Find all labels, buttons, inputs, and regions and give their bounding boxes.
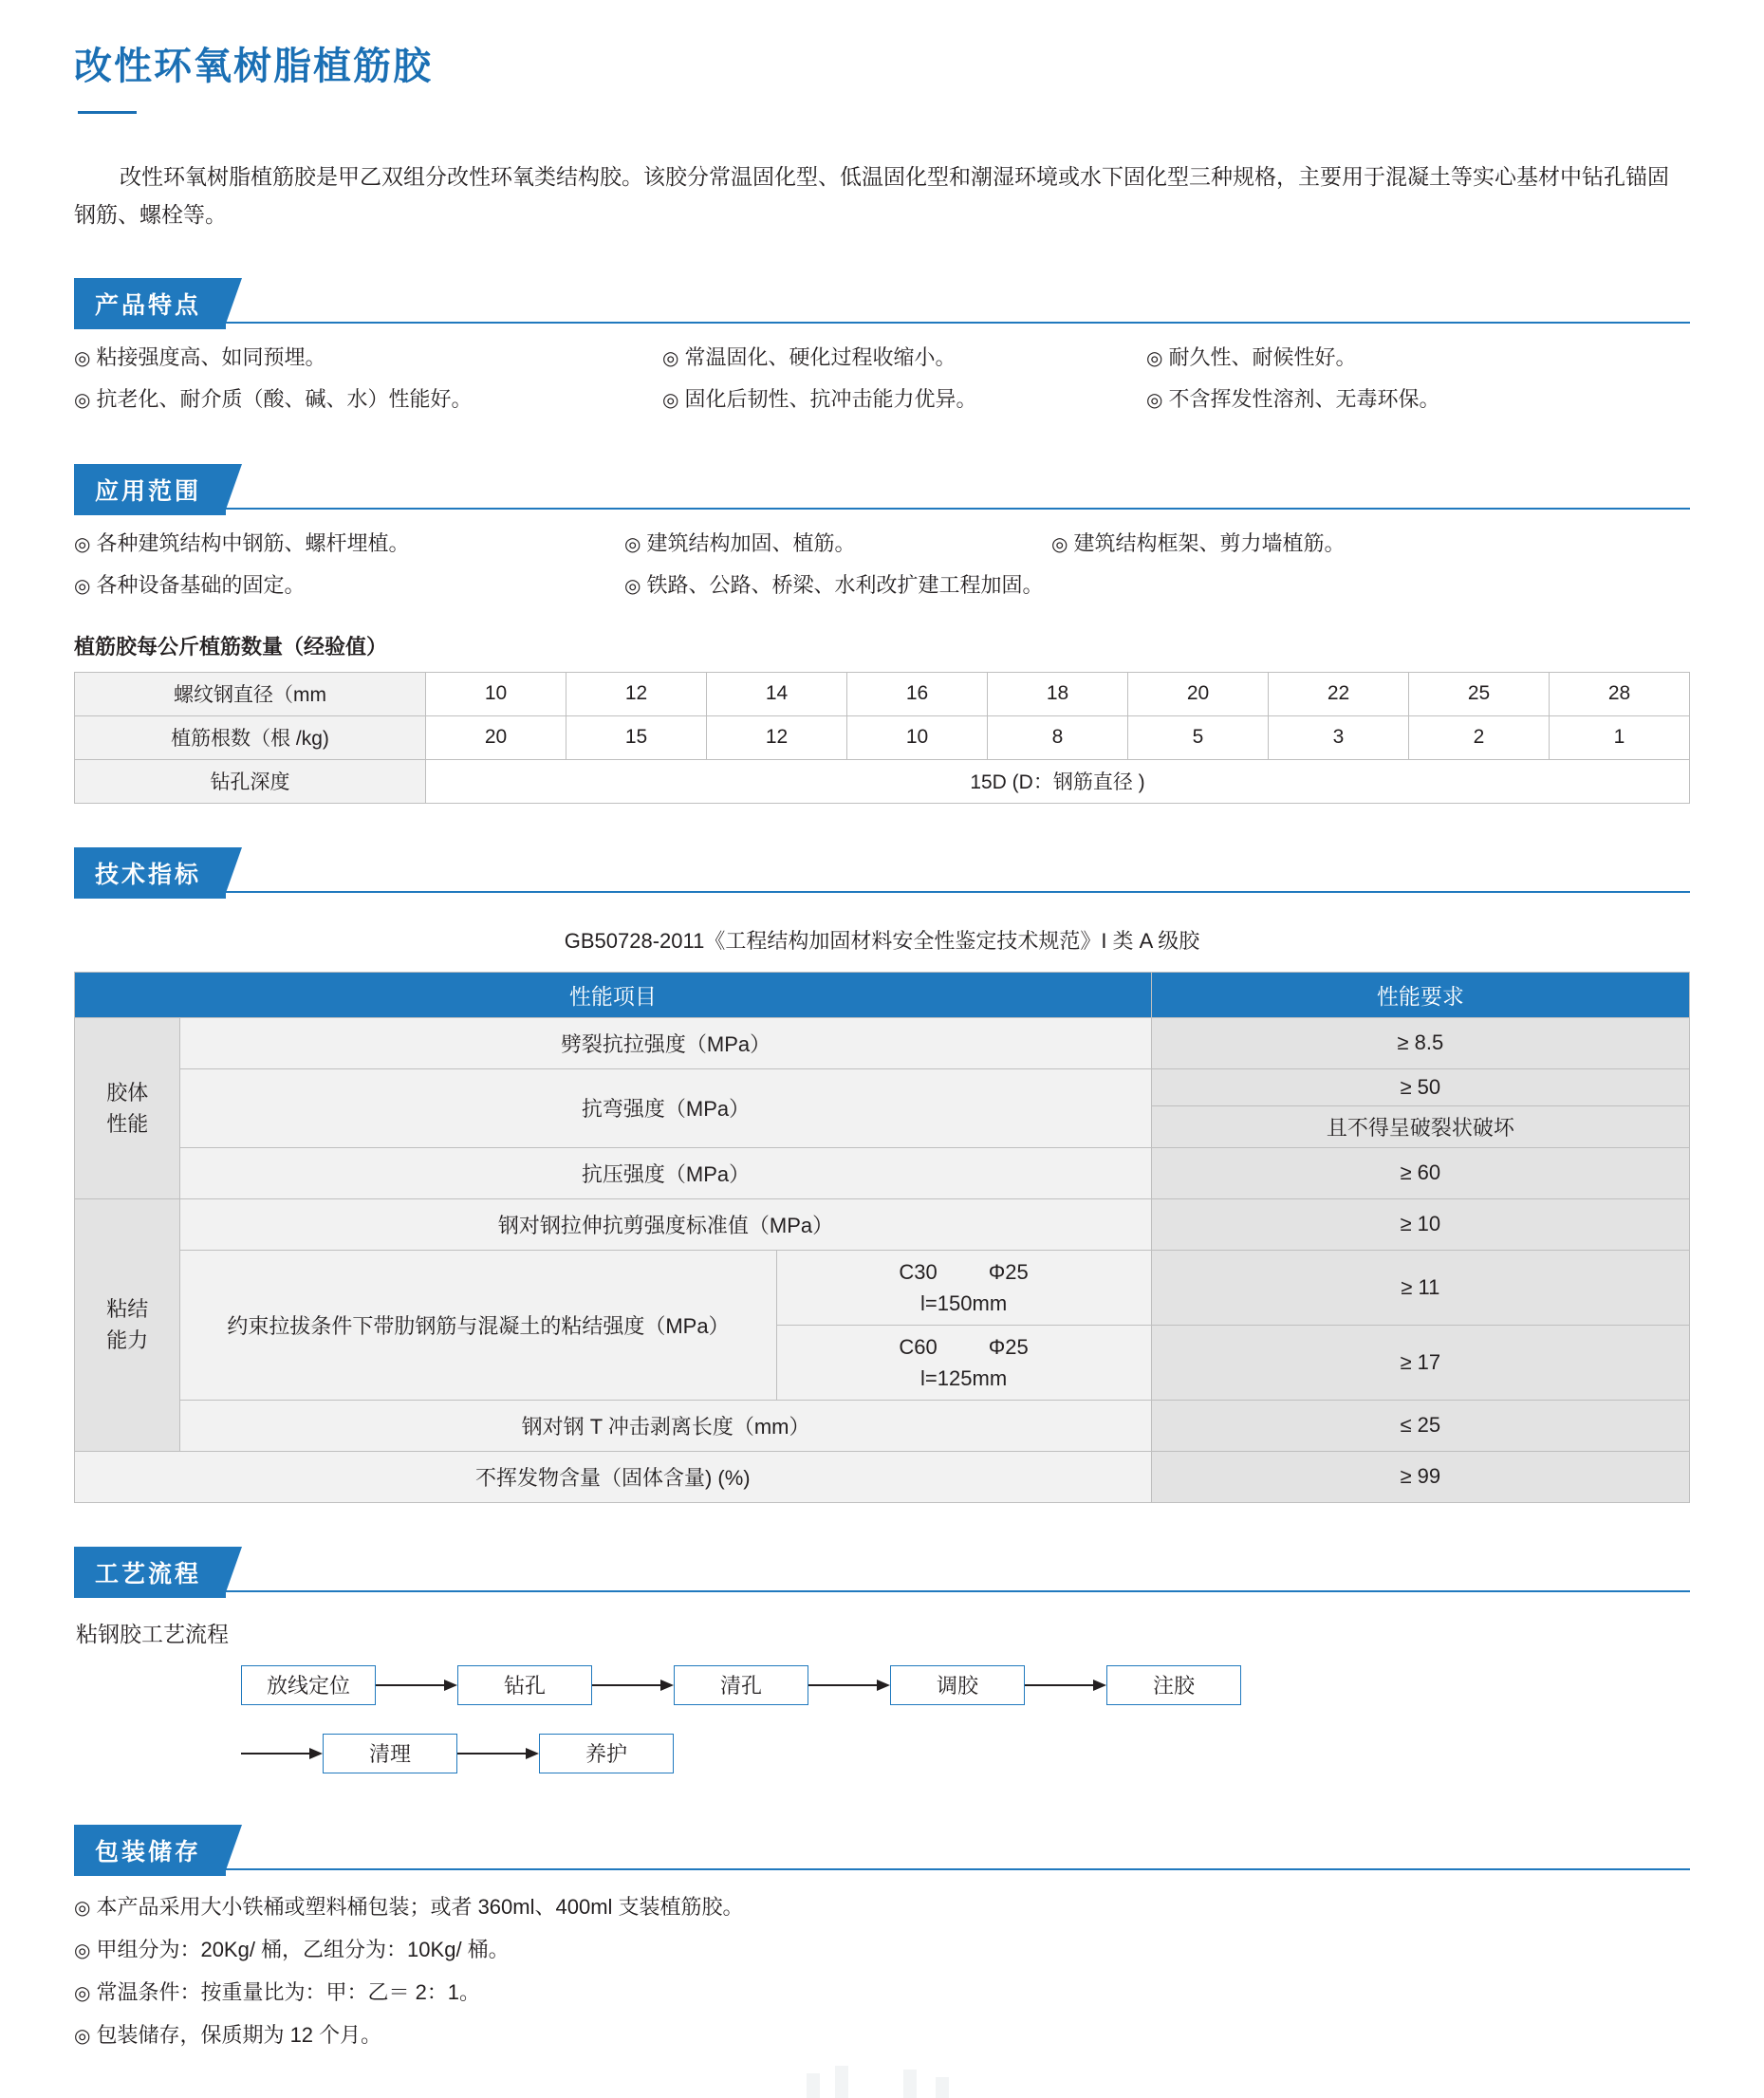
flow-title: 粘钢胶工艺流程 — [76, 1621, 229, 1646]
section-application — [74, 464, 1690, 804]
bullet-icon: ◎ — [74, 1982, 91, 2004]
section-underline — [74, 1590, 1690, 1592]
spec-requirement-note: 且不得呈破裂状破坏 — [1151, 1105, 1689, 1147]
features-column-3 — [1146, 337, 1545, 420]
bullet-icon: ◎ — [74, 533, 91, 555]
page-footer-mark — [797, 2066, 968, 2098]
table-cell: 8 — [988, 715, 1128, 759]
spec-item: 抗压强度（MPa） — [180, 1147, 1151, 1198]
standard-reference: GB50728-2011《工程结构加固材料安全性鉴定技术规范》I 类 A 级胶 — [564, 928, 1200, 953]
section-tab-label: 包装储存 — [74, 1825, 226, 1876]
footer-bar — [903, 2070, 917, 2098]
table-row — [75, 1198, 1690, 1250]
list-item — [1146, 379, 1545, 420]
section-header-features — [74, 278, 1690, 324]
flow-step: 清理 — [323, 1734, 457, 1773]
bullet-icon: ◎ — [624, 533, 641, 555]
flow-arrow-icon — [1025, 1680, 1106, 1691]
section-header-application — [74, 464, 1690, 510]
group-label-line2: 能力 — [106, 1328, 149, 1352]
list-item-label: 各种建筑结构中钢筋、螺杆埋植。 — [96, 530, 410, 555]
section-underline — [74, 1868, 1690, 1870]
section-packaging — [74, 1825, 1690, 2056]
table-cell: 2 — [1409, 715, 1550, 759]
technical-specs-table — [74, 972, 1690, 1503]
column-header-requirement: 性能要求 — [1151, 972, 1689, 1017]
list-item — [1051, 523, 1450, 565]
flow-step: 调胶 — [890, 1665, 1025, 1705]
section-tab-label: 应用范围 — [74, 464, 226, 515]
process-flowchart — [74, 1658, 1690, 1781]
flow-row-2 — [74, 1726, 1690, 1781]
section-header-technical — [74, 847, 1690, 893]
section-tab-label: 工艺流程 — [74, 1547, 226, 1598]
table-cell: 16 — [847, 672, 988, 715]
spec-requirement: ≤ 25 — [1151, 1400, 1689, 1451]
section-header-packaging — [74, 1825, 1690, 1870]
intro-paragraph: 改性环氧树脂植筋胶是甲乙双组分改性环氧类结构胶。该胶分常温固化型、低温固化型和潮湿环境或水下固化型三种规格，主要用于混凝土等实心基材中钻孔锚固钢筋、螺栓等。 — [74, 164, 1669, 228]
section-underline — [74, 891, 1690, 893]
list-item — [74, 337, 662, 379]
list-item — [1146, 337, 1545, 379]
table-row — [75, 715, 1690, 759]
flow-arrow-icon — [808, 1680, 890, 1691]
table-row — [75, 1017, 1690, 1068]
table-header-row — [75, 972, 1690, 1017]
list-item-label: 各种设备基础的固定。 — [96, 572, 306, 597]
concrete-grade: C60 — [899, 1334, 938, 1359]
bullet-icon: ◎ — [74, 389, 91, 411]
application-column-1 — [74, 523, 624, 606]
section-underline — [74, 508, 1690, 510]
bullet-icon: ◎ — [74, 347, 91, 369]
section-tab-label: 产品特点 — [74, 278, 226, 329]
list-item-label: 建筑结构加固、植筋。 — [646, 530, 856, 555]
table-cell: 15D (D：钢筋直径 ) — [426, 759, 1690, 803]
bullet-icon: ◎ — [74, 575, 91, 597]
flow-step: 清孔 — [674, 1665, 808, 1705]
table-row — [75, 1451, 1690, 1502]
table-cell: 28 — [1550, 672, 1690, 715]
spec-requirement: ≥ 17 — [1151, 1325, 1689, 1400]
page-title: 改性环氧树脂植筋胶 — [74, 46, 433, 87]
table-cell: 1 — [1550, 715, 1690, 759]
bullet-icon: ◎ — [662, 347, 679, 369]
flow-step: 放线定位 — [241, 1665, 376, 1705]
section-technical — [74, 847, 1690, 1503]
list-item — [74, 1885, 1690, 1928]
spec-item: 约束拉拔条件下带肋钢筋与混凝土的粘结强度（MPa） — [180, 1250, 776, 1400]
bullet-icon: ◎ — [624, 575, 641, 597]
list-item-label: 固化后韧性、抗冲击能力优异。 — [684, 386, 977, 411]
bullet-icon: ◎ — [74, 1897, 91, 1919]
spec-requirement: ≥ 60 — [1151, 1147, 1689, 1198]
group-label-line1: 胶体 — [106, 1080, 149, 1105]
application-column-3 — [1051, 523, 1450, 606]
table-cell: 5 — [1128, 715, 1269, 759]
rebar-diameter: Φ25 — [988, 1259, 1029, 1284]
section-process — [74, 1547, 1690, 1781]
list-item — [624, 523, 1051, 565]
rebar-table-caption: 植筋胶每公斤植筋数量（经验值） — [74, 634, 388, 659]
list-item-label: 甲组分为：20Kg/ 桶，乙组分为：10Kg/ 桶。 — [96, 1937, 510, 1961]
application-column-2 — [624, 523, 1051, 606]
spec-item: 不挥发物含量（固体含量) (%) — [75, 1451, 1152, 1502]
table-cell: 10 — [847, 715, 988, 759]
list-item-label: 建筑结构框架、剪力墙植筋。 — [1073, 530, 1346, 555]
features-column-1 — [74, 337, 662, 420]
spec-subcondition-c30 — [776, 1250, 1151, 1325]
list-item-label: 抗老化、耐介质（酸、碱、水）性能好。 — [96, 386, 473, 411]
list-item — [74, 2014, 1690, 2056]
spec-requirement: ≥ 8.5 — [1151, 1017, 1689, 1068]
title-underline — [78, 111, 137, 114]
flow-step: 钻孔 — [457, 1665, 592, 1705]
concrete-grade: C30 — [899, 1259, 938, 1284]
flow-arrow-icon — [376, 1680, 457, 1691]
bullet-icon: ◎ — [1146, 389, 1163, 411]
row-label: 植筋根数（根 /kg) — [75, 715, 426, 759]
features-list — [74, 337, 1690, 420]
table-cell: 12 — [566, 672, 707, 715]
table-row — [75, 1068, 1690, 1105]
list-item-label: 铁路、公路、桥梁、水利改扩建工程加固。 — [646, 572, 1044, 597]
bullet-icon: ◎ — [74, 1940, 91, 1961]
table-cell: 20 — [426, 715, 566, 759]
section-features — [74, 278, 1690, 420]
spec-subcondition-c60 — [776, 1325, 1151, 1400]
embed-length: l=150mm — [920, 1290, 1008, 1315]
group-label-bond — [75, 1198, 180, 1451]
flow-arrow-icon — [241, 1748, 323, 1759]
table-cell: 20 — [1128, 672, 1269, 715]
packaging-list — [74, 1885, 1690, 2056]
spec-requirement: ≥ 99 — [1151, 1451, 1689, 1502]
list-item-label: 常温固化、硬化过程收缩小。 — [684, 344, 956, 369]
spec-requirement: ≥ 11 — [1151, 1250, 1689, 1325]
footer-bar — [807, 2073, 820, 2098]
table-row — [75, 672, 1690, 715]
list-item-label: 粘接强度高、如同预埋。 — [96, 344, 326, 369]
table-cell: 12 — [707, 715, 847, 759]
section-header-process — [74, 1547, 1690, 1592]
bullet-icon: ◎ — [1051, 533, 1068, 555]
table-row — [75, 1400, 1690, 1451]
group-label-line1: 粘结 — [106, 1297, 149, 1321]
footer-bar — [936, 2077, 949, 2098]
table-row — [75, 759, 1690, 803]
list-item — [662, 379, 1146, 420]
flow-arrow-icon — [457, 1748, 539, 1759]
application-list — [74, 523, 1690, 606]
list-item-label: 本产品采用大小铁桶或塑料桶包装；或者 360ml、400ml 支装植筋胶。 — [96, 1894, 744, 1919]
list-item — [624, 565, 1051, 606]
table-cell: 14 — [707, 672, 847, 715]
features-column-2 — [662, 337, 1146, 420]
rebar-diameter: Φ25 — [988, 1334, 1029, 1359]
flow-arrow-icon — [592, 1680, 674, 1691]
list-item — [74, 1928, 1690, 1971]
flow-step: 注胶 — [1106, 1665, 1241, 1705]
table-row — [75, 1250, 1690, 1325]
list-item-label: 不含挥发性溶剂、无毒环保。 — [1168, 386, 1440, 411]
table-cell: 18 — [988, 672, 1128, 715]
list-item — [662, 337, 1146, 379]
spec-requirement: ≥ 10 — [1151, 1198, 1689, 1250]
table-cell: 15 — [566, 715, 707, 759]
column-header-item: 性能项目 — [75, 972, 1152, 1017]
flow-step: 养护 — [539, 1734, 674, 1773]
list-item — [74, 379, 662, 420]
bullet-icon: ◎ — [1146, 347, 1163, 369]
group-label-glue — [75, 1017, 180, 1198]
rebar-quantity-table — [74, 672, 1690, 804]
group-label-line2: 性能 — [106, 1111, 149, 1136]
footer-bar — [835, 2066, 848, 2098]
list-item — [74, 565, 624, 606]
list-item-label: 包装储存，保质期为 12 个月。 — [96, 2022, 382, 2047]
flow-row-1 — [74, 1658, 1690, 1713]
spec-item: 劈裂抗拉强度（MPa） — [180, 1017, 1151, 1068]
table-cell: 25 — [1409, 672, 1550, 715]
table-cell: 10 — [426, 672, 566, 715]
spec-item: 钢对钢 T 冲击剥离长度（mm） — [180, 1400, 1151, 1451]
bullet-icon: ◎ — [74, 2025, 91, 2047]
section-underline — [74, 322, 1690, 324]
bullet-icon: ◎ — [662, 389, 679, 411]
spec-requirement: ≥ 50 — [1151, 1068, 1689, 1105]
row-label: 螺纹钢直径（mm — [75, 672, 426, 715]
spec-item: 抗弯强度（MPa） — [180, 1068, 1151, 1147]
list-item — [74, 523, 624, 565]
list-item-label: 耐久性、耐候性好。 — [1168, 344, 1357, 369]
list-item — [74, 1971, 1690, 2014]
table-cell: 22 — [1269, 672, 1409, 715]
embed-length: l=125mm — [920, 1365, 1008, 1390]
row-label: 钻孔深度 — [75, 759, 426, 803]
section-tab-label: 技术指标 — [74, 847, 226, 899]
table-cell: 3 — [1269, 715, 1409, 759]
table-row — [75, 1147, 1690, 1198]
spec-item: 钢对钢拉伸抗剪强度标准值（MPa） — [180, 1198, 1151, 1250]
list-item-label: 常温条件：按重量比为：甲：乙＝ 2：1。 — [96, 1979, 481, 2004]
